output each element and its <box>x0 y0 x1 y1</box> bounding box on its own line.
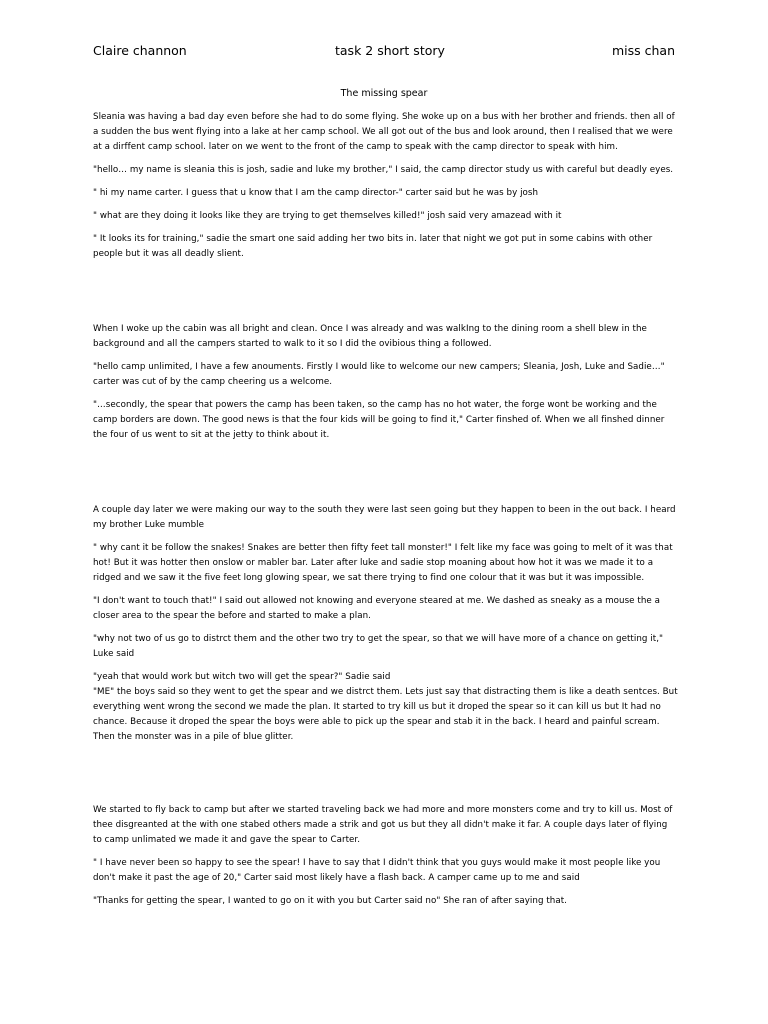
author-name: Claire channon <box>93 43 187 58</box>
section-break <box>93 451 678 503</box>
paragraph: " why cant it be follow the snakes! Snakes are better then fifty feet tall monster!" I felt like my face was going to melt of it was that hot! But it was hotter then onslow or mabler bar. Later after luke and sadie stop moaning about how hot it was we made it to a ridged and we saw it the five feet long glowing spear, we sat there trying to find one colour that it was but it was impossible. <box>93 543 673 583</box>
page-header <box>93 43 675 61</box>
story-title: The missing spear <box>340 88 428 99</box>
paragraph: "ME" the boys said so they went to get the spear and we distrct them. Lets just say that distracting them is like a death sentces. But everything went wrong the second we made the plan. It started to try kill us but it droped the spear so it can kill us but It had no chance. Because it droped the spear the boys were able to pick up the spear and stab it in the back. I heard and painful scream. Then the monster was in a pile of blue glitter. <box>93 687 678 742</box>
task-title: task 2 short story <box>335 43 445 58</box>
paragraph: "I don't want to touch that!" I said out allowed not knowing and everyone steared at me. We dashed as sneaky as a mouse the a closer area to the spear the before and started to make a plan. <box>93 596 660 621</box>
section-break <box>93 753 678 803</box>
paragraph: " It looks its for training," sadie the smart one said adding her two bits in. later that night we got put in some cabins with other people but it was all deadly slient. <box>93 234 653 259</box>
paragraph: "…secondly, the spear that powers the camp has been taken, so the camp has no hot water, the forge wont be working and the camp borders are down. The good news is that the four kids will be going to find it," Carter finshed of. When we all finshed dinner the four of us went to sit at the jetty to think about it. <box>93 400 665 440</box>
paragraph: " I have never been so happy to see the spear! I have to say that I didn't think that you guys would make it most people like you don't make it past the age of 20," Carter said most likely have a flash back. A camper came up to me and said <box>93 858 661 883</box>
paragraph: "hello… my name is sleania this is josh, sadie and luke my brother," I said, the camp director study us with careful but deadly eyes. <box>93 165 674 175</box>
paragraph: When I woke up the cabin was all bright and clean. Once I was already and was walkIng to the dining room a shell blew in the background and all the campers started to walk to it so I did the ovibious thing a followed. <box>93 324 647 349</box>
paragraph: " hi my name carter. I guess that u know that I am the camp director-" carter said but he was by josh <box>93 188 539 198</box>
paragraph: "yeah that would work but witch two will get the spear?" Sadie said <box>93 672 391 682</box>
story-body <box>93 110 678 917</box>
paragraph: Sleania was having a bad day even before she had to do some flying. She woke up on a bus with her brother and friends. then all of a sudden the bus went flying into a lake at her camp school. We all got out of the bus and look around, then I realised that we were at a dirffent camp school. later on we went to the front of the camp to speak with the camp director to speak with him. <box>93 112 675 152</box>
paragraph: A couple day later we were making our way to the south they were last seen going but they happen to been in the out back. I heard my brother Luke mumble <box>93 505 676 530</box>
paragraph: " what are they doing it looks like they are trying to get themselves killed!" josh said very amazead with it <box>93 211 562 221</box>
paragraph: "hello camp unlimited, I have a few anouments. Firstly I would like to welcome our new campers; Sleania, Josh, Luke and Sadie…" carter was cut of by the camp cheering us a welcome. <box>93 362 665 387</box>
paragraph: "Thanks for getting the spear, I wanted to go on it with you but Carter said no" She ran of after saying that. <box>93 896 567 906</box>
section-break <box>93 270 678 322</box>
paragraph: We started to fly back to camp but after we started traveling back we had more and more monsters come and try to kill us. Most of thee disgreanted at the with one stabed others made a strik and got us but they all didn't make it far. A couple days later of flying to camp unlimated we made it and gave the spear to Carter. <box>93 805 673 845</box>
paragraph: "why not two of us go to distrct them and the other two try to get the spear, so that we will have more of a chance on getting it," Luke said <box>93 634 664 659</box>
teacher-name: miss chan <box>611 43 675 58</box>
